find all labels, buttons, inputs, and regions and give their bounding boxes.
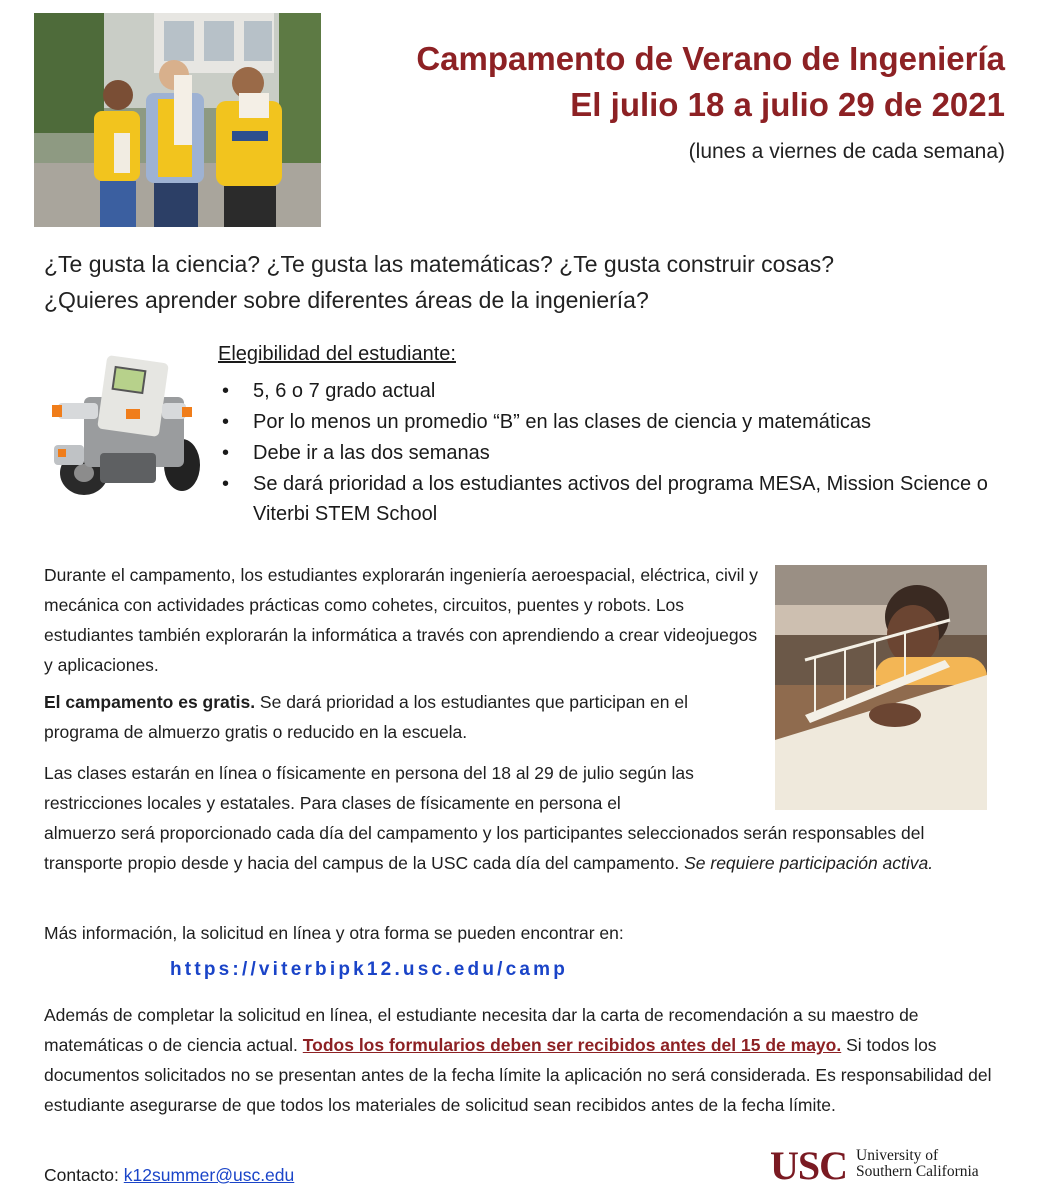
eligibility-heading: Elegibilidad del estudiante: xyxy=(218,343,456,365)
eligibility-item: • Por lo menos un promedio “B” en las clases de ciencia y matemáticas xyxy=(222,407,1002,438)
application-url-link[interactable]: https://viterbipk12.usc.edu/camp xyxy=(170,959,569,980)
classes-text: almuerzo será proporcionado cada día del campamento y los participantes seleccionados serán responsables del transporte propio desde y hacia del campus de la USC cada día del campamento. xyxy=(44,823,925,873)
eligibility-list xyxy=(222,376,1002,529)
eligibility-item: • Debe ir a las dos semanas xyxy=(222,438,1002,469)
usc-logo-line1: University of xyxy=(856,1147,939,1164)
intro-question-2: ¿Quieres aprender sobre diferentes áreas de la ingeniería? xyxy=(44,287,649,313)
application-text: Además de completar la solicitud en línea, el estudiante necesita dar la carta de recomendación a su maestro de matemáticas o de ciencia actual. xyxy=(44,1005,919,1055)
deadline-notice: Todos los formularios deben ser recibidos antes del 15 de mayo. xyxy=(302,1035,842,1055)
camp-schedule-note: (lunes a viernes de cada semana) xyxy=(688,140,1005,163)
eligibility-item: • Se dará prioridad a los estudiantes activos del programa MESA, Mission Science o Viterbi STEM School xyxy=(222,469,1002,529)
usc-logo-mark: USC xyxy=(770,1143,848,1188)
intro-question-1: ¿Te gusta la ciencia? ¿Te gusta las matemáticas? ¿Te gusta construir cosas? xyxy=(44,251,835,277)
contact-line xyxy=(44,1160,294,1190)
classes-paragraph-end xyxy=(44,818,1004,878)
usc-logo xyxy=(770,1143,1000,1188)
usc-logo-name xyxy=(856,1148,979,1180)
more-info-text: Más información, la solicitud en línea y otra forma se pueden encontrar en: xyxy=(44,923,624,943)
contact-label: Contacto: xyxy=(44,1165,119,1185)
robot-image xyxy=(44,345,204,515)
free-camp-bold: El campamento es gratis. xyxy=(44,692,256,712)
participation-note: Se requiere participación activa. xyxy=(684,853,934,873)
eligibility-item: • 5, 6 o 7 grado actual xyxy=(222,376,1002,407)
classes-paragraph-start: Las clases estarán en línea o físicamente en persona del 18 al 29 de julio según las restricciones locales y estatales. Para clases de físicamente en persona el xyxy=(44,763,694,813)
contact-email-link[interactable]: k12summer@usc.edu xyxy=(123,1165,295,1185)
application-paragraph xyxy=(44,1000,1004,1120)
usc-logo-line2: Southern California xyxy=(856,1163,979,1180)
student-bridge-photo xyxy=(775,565,987,810)
camp-title: Campamento de Verano de Ingeniería xyxy=(416,40,1005,77)
application-text-rest: Si todos los documentos solicitados no se presentan antes de la fecha límite la aplicación no será considerada. Es responsabilidad del estudiante asegurarse de que todos los materiales de solicitud sean recibidos antes de la fecha límite. xyxy=(44,1035,992,1115)
camp-dates: El julio 18 a julio 29 de 2021 xyxy=(570,86,1005,123)
students-photo xyxy=(34,13,321,227)
free-camp-text: Se dará prioridad a los estudiantes que participan en el programa de almuerzo gratis o reducido en la escuela. xyxy=(44,692,688,742)
free-camp-paragraph xyxy=(44,687,759,747)
camp-description: Durante el campamento, los estudiantes explorarán ingeniería aeroespacial, eléctrica, civil y mecánica con actividades prácticas como cohetes, circuitos, puentes y robots. Los estudiantes también explorarán la informática a través con aprendiendo a crear videojuegos y aplicaciones. xyxy=(44,565,758,675)
